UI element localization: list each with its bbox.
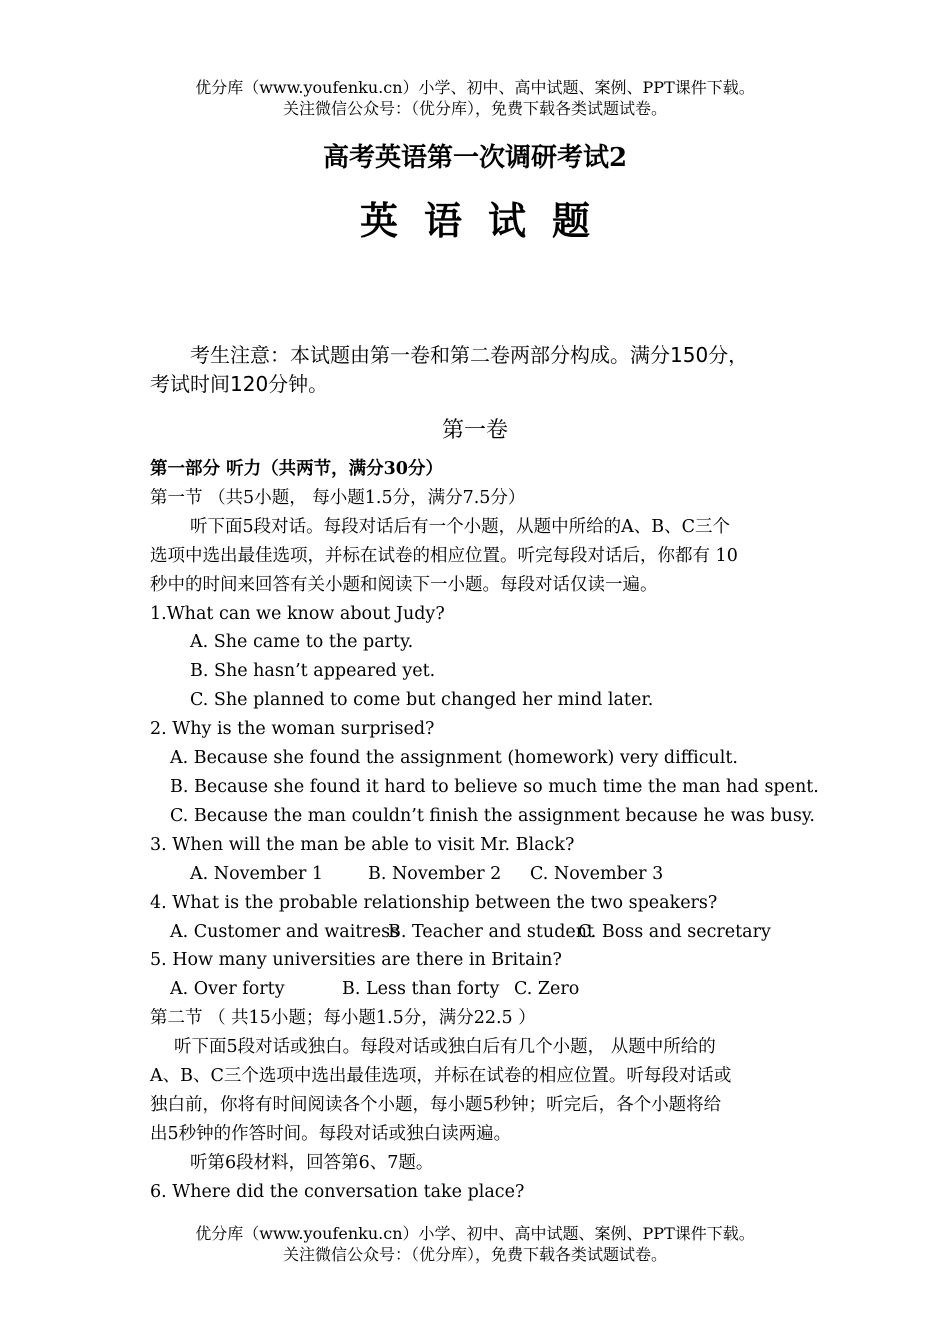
q1-option-c: C. She planned to come but changed her mind later. — [190, 690, 654, 711]
section2-instructions-4: 出5秒钟的作答时间。每段对话或独白读两遍。 — [150, 1123, 512, 1144]
notice-line-2: 考试时间120分钟。 — [150, 372, 329, 396]
listen-6-instruction: 听第6段材料，回答第6、7题。 — [190, 1152, 434, 1173]
header-line-2: 关注微信公众号：（优分库），免费下载各类试题试卷。 — [282, 99, 667, 118]
q3-option-a: A. November 1 — [190, 863, 324, 884]
exam-title: 高考英语第一次调研考试2 — [322, 143, 628, 173]
notice-line-1: 考生注意：本试题由第一卷和第二卷两部分构成。满分150分， — [190, 343, 749, 367]
q6-stem: 6. Where did the conversation take place? — [150, 1181, 525, 1202]
q2-stem: 2. Why is the woman surprised? — [150, 719, 435, 740]
section2-instructions-3: 独白前，你将有时间阅读各个小题，每小题5秒钟；听完后，各个小题将给 — [150, 1094, 722, 1115]
section2-instructions-1: 听下面5段对话或独白。每段对话或独白后有几个小题， 从题中所给的 — [174, 1037, 716, 1058]
footer-line-1: 优分库（www.youfenku.cn）小学、初中、高中试题、案例、PPT课件下载。 — [195, 1224, 755, 1243]
footer-line-2: 关注微信公众号：（优分库），免费下载各类试题试卷。 — [282, 1245, 667, 1264]
header-line-1: 优分库（www.youfenku.cn）小学、初中、高中试题、案例、PPT课件下载。 — [195, 78, 755, 97]
q2-option-b: B. Because she found it hard to believe so much time the man had spent. — [170, 776, 819, 797]
q1-option-b: B. She hasn’t appeared yet. — [190, 661, 436, 682]
q4-stem: 4. What is the probable relationship between the two speakers? — [150, 892, 718, 913]
q4-options — [150, 918, 810, 947]
section2-instructions-2: A、B、C三个选项中选出最佳选项，并标在试卷的相应位置。听每段对话或 — [150, 1066, 732, 1087]
section2-heading: 第二节 （ 共15小题；每小题1.5分，满分22.5 ） — [150, 1008, 536, 1029]
section1-instructions-2: 选项中选出最佳选项，并标在试卷的相应位置。听完每段对话后，你都有 10 — [150, 545, 738, 566]
q3-options — [150, 860, 810, 889]
q4-option-a: A. Customer and waitress — [170, 921, 400, 942]
q2-option-a: A. Because she found the assignment (homework) very difficult. — [170, 748, 738, 769]
q3-option-b: B. November 2 — [368, 863, 502, 884]
page-header — [0, 77, 950, 119]
q1-option-a: A. She came to the party. — [190, 632, 414, 653]
candidate-notice — [150, 341, 830, 399]
q2-option-c: C. Because the man couldn’t finish the assignment because he was busy. — [170, 805, 815, 826]
volume-heading: 第一卷 — [441, 418, 508, 443]
q5-option-c: C. Zero — [514, 979, 580, 1000]
section1-instructions-3: 秒中的时间来回答有关小题和阅读下一小题。每段对话仅读一遍。 — [150, 574, 658, 595]
part1-heading: 第一部分 听力（共两节，满分30分） — [150, 459, 443, 479]
q3-stem: 3. When will the man be able to visit Mr. Black? — [150, 834, 575, 855]
q5-stem: 5. How many universities are there in Britain? — [150, 950, 562, 971]
q5-option-a: A. Over forty — [170, 979, 285, 1000]
q4-option-c: C. Boss and secretary — [578, 921, 771, 942]
section1-instructions-1: 听下面5段对话。每段对话后有一个小题，从题中所给的A、B、C三个 — [190, 516, 731, 537]
exam-body — [150, 455, 819, 1207]
section1-heading: 第一节 （共5小题， 每小题1.5分，满分7.5分） — [150, 487, 526, 508]
page-footer — [0, 1223, 950, 1265]
q5-options — [150, 975, 810, 1004]
q3-option-c: C. November 3 — [530, 863, 664, 884]
q5-option-b: B. Less than forty — [342, 979, 500, 1000]
q4-option-b: B. Teacher and student — [388, 921, 595, 942]
exam-subtitle: 英语试题 — [359, 199, 616, 243]
q1-stem: 1.What can we know about Judy? — [150, 603, 445, 624]
